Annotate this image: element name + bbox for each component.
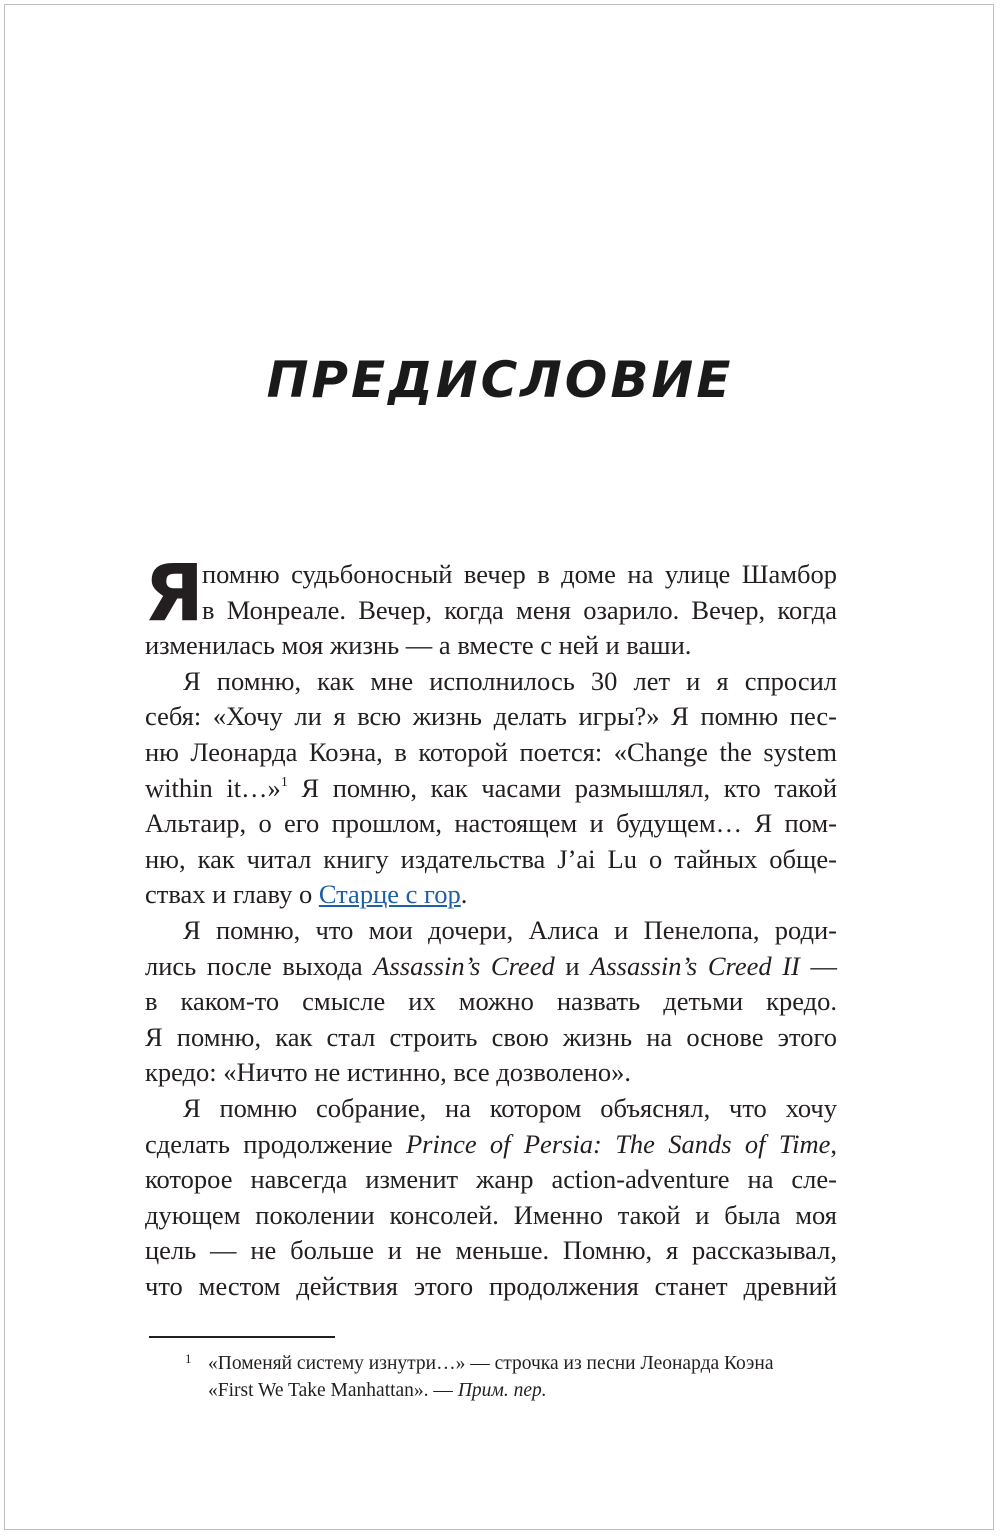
footnote: [145, 1350, 837, 1404]
text-line: ню Леонарда Коэна, в которой поется: «Change the system: [145, 736, 837, 767]
book-page: [4, 4, 994, 1530]
footnote-line: «First We Take Manhattan». — Прим. пер.: [208, 1380, 547, 1401]
footnote-line: 1 «Поменяй систему изнутри…» — строчка из песни Леонарда Коэна: [185, 1351, 774, 1374]
text-line: лись после выхода Assassin’s Creed и Assassin’s Creed II —: [145, 950, 838, 981]
text-line: изменилась моя жизнь — а вместе с ней и ваши.: [145, 630, 692, 661]
chapter-title: ПРЕДИСЛОВИЕ: [266, 351, 734, 409]
text-line: ню, как читал книгу издательства J’ai Lu о тайных обще-: [145, 843, 837, 874]
text-line: цель — не больше и не меньше. Помню, я рассказывал,: [145, 1235, 837, 1266]
text-line: within it…»$^1$ Я помню, как часами размышлял, кто такой: [145, 772, 837, 803]
drop-cap: Я: [144, 549, 205, 639]
text-line: в Монреале. Вечер, когда меня озарило. Вечер, когда: [202, 594, 837, 625]
text-line: ствах и главу о Старце с гор.: [145, 879, 468, 910]
text-line: Альтаир, о его прошлом, настоящем и будущем… Я пом-: [145, 808, 837, 839]
text-line: Я помню, как стал строить свою жизнь на основе этого: [145, 1021, 837, 1052]
text-line: в каком-то смысле их можно назвать детьми кредо.: [145, 986, 837, 1017]
text-line: которое навсегда изменит жанр action-adventure на сле-: [145, 1164, 837, 1195]
footnote-ref[interactable]: 1: [280, 774, 288, 790]
text-line: помню судьбоносный вечер в доме на улице Шамбор: [202, 559, 837, 589]
text-line: кредо: «Ничто не истинно, все дозволено».: [145, 1057, 631, 1088]
text-line: себя: «Хочу ли я всю жизнь делать игры?» Я помню пес-: [145, 701, 837, 732]
text-line: дующем поколении консолей. Именно такой и была моя: [145, 1199, 837, 1230]
text-line: что местом действия этого продолжения станет древний: [145, 1270, 837, 1301]
body-text: [144, 549, 838, 1304]
text-line: Я помню, как мне исполнилось 30 лет и я спросил: [183, 665, 837, 696]
footnote-divider: [149, 1336, 335, 1338]
text-line: сделать продолжение Prince of Persia: The Sands of Time,: [145, 1128, 837, 1159]
link-old-man-of-mountain[interactable]: Старце с гор: [318, 879, 461, 910]
text-line: Я помню, что мои дочери, Алиса и Пенелопа, роди-: [183, 914, 837, 945]
text-line: Я помню собрание, на котором объяснял, что хочу: [183, 1092, 837, 1123]
